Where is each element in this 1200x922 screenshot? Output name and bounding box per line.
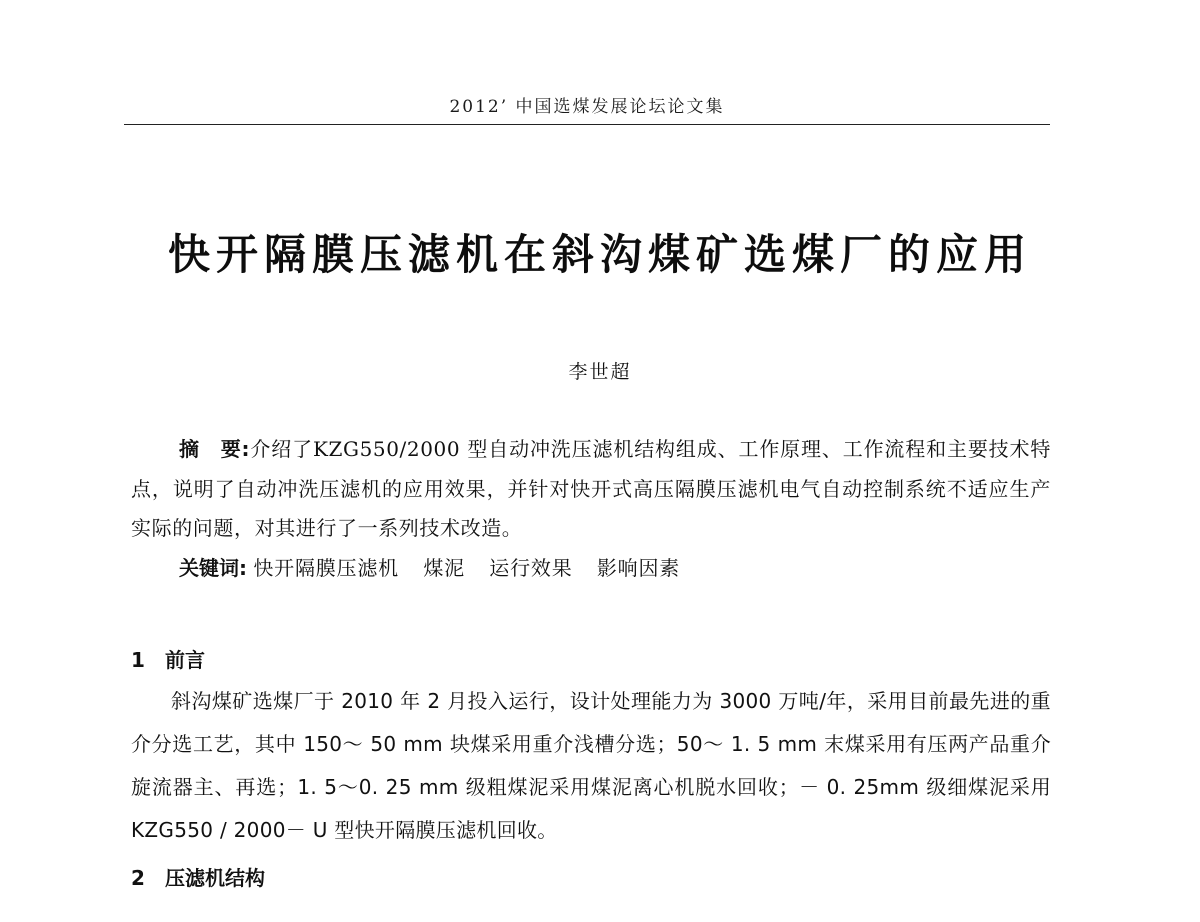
introduction-paragraph: 斜沟煤矿选煤厂于 2010 年 2 月投入运行，设计处理能力为 3000 万吨/年，采用目前最先进的重介分选工艺，其中 150～ 50 mm 块煤采用重介浅槽分选；50～ 1. 5 mm 末煤采用有压两产品重介旋流器主、再选；1. 5～0. 25 mm 级粗煤泥采用煤泥离心机脱水回收；－ 0. 25mm 级细煤泥采用 KZG550 / 2000－ U 型快开隔膜压滤机回收。	[131, 689, 1051, 842]
section-title: 压滤机结构	[165, 866, 265, 890]
section-heading-structure	[131, 862, 265, 891]
keywords	[179, 548, 698, 588]
keyword: 快开隔膜压滤机	[253, 556, 399, 580]
section-number: 1	[131, 648, 145, 672]
abstract	[131, 430, 1051, 549]
abstract-text: 介绍了KZG550/2000 型自动冲洗压滤机结构组成、工作原理、工作流程和主要技术特点，说明了自动冲洗压滤机的应用效果，并针对快开式高压隔膜压滤机电气自动控制系统不适应生产实际的问题，对其进行了一系列技术改造。	[131, 437, 1051, 540]
author-name: 李世超	[568, 361, 632, 383]
keywords-label: 关键词:	[179, 556, 247, 580]
keyword: 运行效果	[489, 556, 573, 580]
paper-title: 快开隔膜压滤机在斜沟煤矿选煤厂的应用	[167, 230, 1032, 279]
running-header: 2012’ 中国选煤发展论坛论文集	[449, 97, 725, 117]
section-title: 前言	[165, 648, 205, 672]
header-rule	[124, 124, 1050, 125]
section-heading-introduction	[131, 644, 205, 673]
keyword: 煤泥	[423, 556, 465, 580]
keyword: 影响因素	[596, 556, 681, 580]
section-number: 2	[131, 866, 145, 890]
abstract-label: 摘 要:	[179, 437, 251, 461]
